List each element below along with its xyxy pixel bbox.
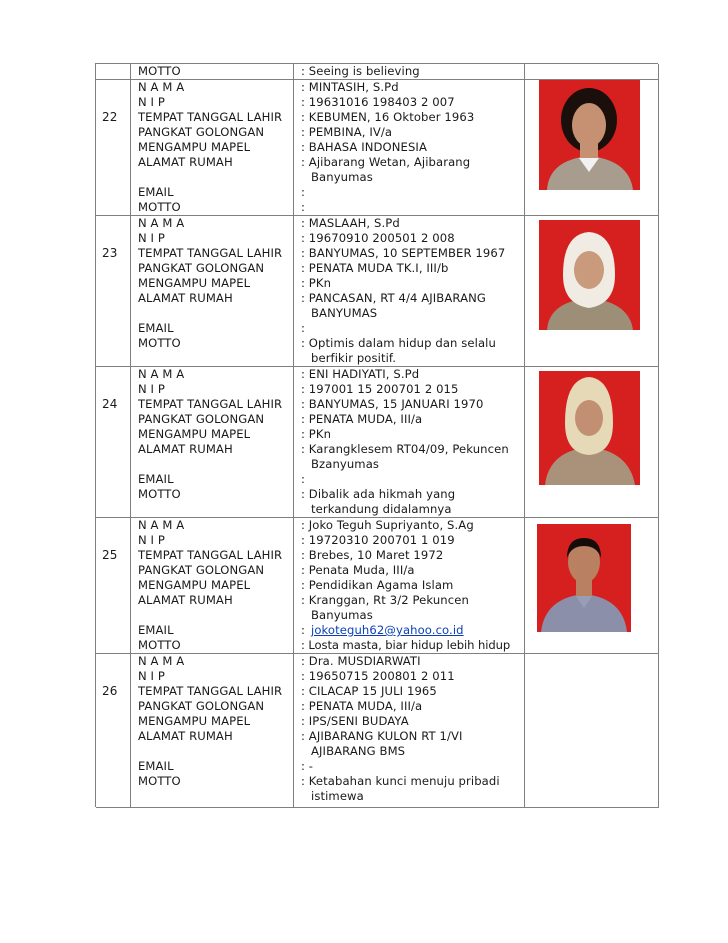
- value-ttl: : Brebes, 10 Maret 1972: [301, 548, 444, 562]
- label-pangkat: PANGKAT GOLONGAN: [138, 699, 265, 713]
- record-value-cell: [294, 654, 525, 808]
- record-label-cell: [131, 518, 294, 654]
- record-photo-cell: [525, 80, 659, 216]
- value-motto-cont: berfikir positif.: [311, 351, 397, 365]
- value-alamat: : Karangklesem RT04/09, Pekuncen: [301, 442, 509, 456]
- value-alamat: : Ajibarang Wetan, Ajibarang: [301, 155, 471, 169]
- value-alamat-cont: AJIBARANG BMS: [311, 744, 406, 758]
- label-motto: MOTTO: [138, 638, 181, 652]
- label-email: EMAIL: [138, 472, 174, 486]
- portrait-woman-icon: [539, 80, 640, 190]
- label-ttl: TEMPAT TANGGAL LAHIR: [138, 684, 283, 698]
- value-motto: :: [301, 200, 306, 214]
- value-mapel: : Pendidikan Agama Islam: [301, 578, 454, 592]
- label-mapel: MENGAMPU MAPEL: [138, 427, 251, 441]
- record-value-cell: [294, 367, 525, 518]
- value-email-prefix: :: [301, 623, 306, 637]
- value-nama: : ENI HADIYATI, S.Pd: [301, 367, 420, 381]
- value-ttl: : CILACAP 15 JULI 1965: [301, 684, 437, 698]
- label-nip: N I P: [138, 231, 165, 245]
- value-alamat-cont: BANYUMAS: [311, 306, 378, 320]
- label-motto: MOTTO: [138, 774, 181, 788]
- row-top-number-cell: [96, 64, 131, 80]
- value-nama: : Dra. MUSDIARWATI: [301, 654, 421, 668]
- label-motto: MOTTO: [138, 200, 181, 214]
- value-alamat: : PANCASAN, RT 4/4 AJIBARANG: [301, 291, 486, 305]
- value-motto: : Losta masta, biar hidup lebih hidup: [301, 638, 511, 652]
- label-ttl: TEMPAT TANGGAL LAHIR: [138, 548, 283, 562]
- row-top-value-cell: [294, 64, 525, 80]
- record-number-cell: [96, 518, 131, 654]
- label-nip: N I P: [138, 95, 165, 109]
- label-mapel: MENGAMPU MAPEL: [138, 714, 251, 728]
- value-mapel: : IPS/SENI BUDAYA: [301, 714, 409, 728]
- record-photo-cell: [525, 518, 659, 654]
- value-motto-cont: terkandung didalamnya: [311, 502, 452, 516]
- record-label-cell: [131, 367, 294, 518]
- value-alamat-cont: Banyumas: [311, 608, 373, 622]
- value-pangkat: : Penata Muda, III/a: [301, 563, 415, 577]
- value-email: :: [301, 185, 306, 199]
- value-ttl: : BANYUMAS, 10 SEPTEMBER 1967: [301, 246, 506, 260]
- label-nama: N A M A: [138, 654, 185, 668]
- record-photo-cell-empty: [525, 654, 659, 808]
- label-nip: N I P: [138, 533, 165, 547]
- record-number-cell: [96, 654, 131, 808]
- label-email: EMAIL: [138, 321, 174, 335]
- label-mapel: MENGAMPU MAPEL: [138, 578, 251, 592]
- row-top-label-cell: [131, 64, 294, 80]
- value-pangkat: : PENATA MUDA TK.I, III/b: [301, 261, 449, 275]
- value-ttl: : BANYUMAS, 15 JANUARI 1970: [301, 397, 484, 411]
- value-nip: : 19650715 200801 2 011: [301, 669, 455, 683]
- row-top-photo-cell: [525, 64, 659, 80]
- record-number-cell: [96, 367, 131, 518]
- record-label-cell: [131, 80, 294, 216]
- value-nip: : 19720310 200701 1 019: [301, 533, 455, 547]
- portrait-hijab-woman-icon: [539, 371, 640, 485]
- record-number: 24: [102, 397, 118, 411]
- value-nip: : 197001 15 200701 2 015: [301, 382, 459, 396]
- portrait-man-icon: [537, 524, 631, 632]
- label-ttl: TEMPAT TANGGAL LAHIR: [138, 110, 283, 124]
- value-motto: : Ketabahan kunci menuju pribadi: [301, 774, 500, 788]
- record-photo-cell: [525, 367, 659, 518]
- label-mapel: MENGAMPU MAPEL: [138, 276, 251, 290]
- record-label-cell: [131, 654, 294, 808]
- value-nip: : 19631016 198403 2 007: [301, 95, 455, 109]
- value-alamat-cont: Banyumas: [311, 170, 373, 184]
- value-nama: : MINTASIH, S.Pd: [301, 80, 399, 94]
- teacher-photo: [537, 524, 631, 632]
- label-motto: MOTTO: [138, 336, 181, 350]
- value-pangkat: : PENATA MUDA, III/a: [301, 699, 423, 713]
- value-alamat: : Kranggan, Rt 3/2 Pekuncen: [301, 593, 469, 607]
- value-alamat: : AJIBARANG KULON RT 1/VI: [301, 729, 463, 743]
- label-nip: N I P: [138, 382, 165, 396]
- motto-label: MOTTO: [138, 64, 181, 78]
- motto-value: : Seeing is believing: [301, 64, 420, 78]
- value-pangkat: : PENATA MUDA, III/a: [301, 412, 423, 426]
- record-value-cell: [294, 216, 525, 367]
- record-number: 22: [102, 110, 118, 124]
- label-pangkat: PANGKAT GOLONGAN: [138, 261, 265, 275]
- value-nama: : Joko Teguh Supriyanto, S.Ag: [301, 518, 474, 532]
- label-email: EMAIL: [138, 623, 174, 637]
- value-email: :: [301, 472, 306, 486]
- value-nip: : 19670910 200501 2 008: [301, 231, 455, 245]
- label-nama: N A M A: [138, 367, 185, 381]
- label-alamat: ALAMAT RUMAH: [138, 729, 233, 743]
- label-alamat: ALAMAT RUMAH: [138, 593, 233, 607]
- label-nama: N A M A: [138, 216, 185, 230]
- value-mapel: : PKn: [301, 427, 332, 441]
- label-alamat: ALAMAT RUMAH: [138, 291, 233, 305]
- portrait-hijab-woman-icon: [539, 220, 640, 330]
- value-nama: : MASLAAH, S.Pd: [301, 216, 400, 230]
- teacher-photo: [539, 371, 640, 485]
- value-motto-cont: istimewa: [311, 789, 364, 803]
- value-mapel: : BAHASA INDONESIA: [301, 140, 427, 154]
- label-mapel: MENGAMPU MAPEL: [138, 140, 251, 154]
- label-alamat: ALAMAT RUMAH: [138, 442, 233, 456]
- label-nip: N I P: [138, 669, 165, 683]
- record-number-cell: [96, 80, 131, 216]
- teacher-photo: [539, 220, 640, 330]
- value-email: :: [301, 321, 306, 335]
- label-pangkat: PANGKAT GOLONGAN: [138, 563, 265, 577]
- label-nama: N A M A: [138, 80, 185, 94]
- value-motto: : Dibalik ada hikmah yang: [301, 487, 456, 501]
- value-alamat-cont: Bzanyumas: [311, 457, 380, 471]
- record-photo-cell: [525, 216, 659, 367]
- label-ttl: TEMPAT TANGGAL LAHIR: [138, 397, 283, 411]
- teacher-photo: [539, 80, 640, 190]
- label-pangkat: PANGKAT GOLONGAN: [138, 412, 265, 426]
- teacher-table: [95, 63, 658, 807]
- record-number-cell: [96, 216, 131, 367]
- value-mapel: : PKn: [301, 276, 332, 290]
- label-alamat: ALAMAT RUMAH: [138, 155, 233, 169]
- record-number: 23: [102, 246, 118, 260]
- record-value-cell: [294, 518, 525, 654]
- value-email: : -: [301, 759, 314, 773]
- value-ttl: : KEBUMEN, 16 Oktober 1963: [301, 110, 475, 124]
- value-pangkat: : PEMBINA, IV/a: [301, 125, 393, 139]
- label-pangkat: PANGKAT GOLONGAN: [138, 125, 265, 139]
- value-motto: : Optimis dalam hidup dan selalu: [301, 336, 496, 350]
- record-number: 25: [102, 548, 118, 562]
- label-ttl: TEMPAT TANGGAL LAHIR: [138, 246, 283, 260]
- record-number: 26: [102, 684, 118, 698]
- label-email: EMAIL: [138, 759, 174, 773]
- email-link[interactable]: jokoteguh62@yahoo.co.id: [311, 623, 464, 637]
- record-label-cell: [131, 216, 294, 367]
- label-motto: MOTTO: [138, 487, 181, 501]
- record-value-cell: [294, 80, 525, 216]
- label-nama: N A M A: [138, 518, 185, 532]
- label-email: EMAIL: [138, 185, 174, 199]
